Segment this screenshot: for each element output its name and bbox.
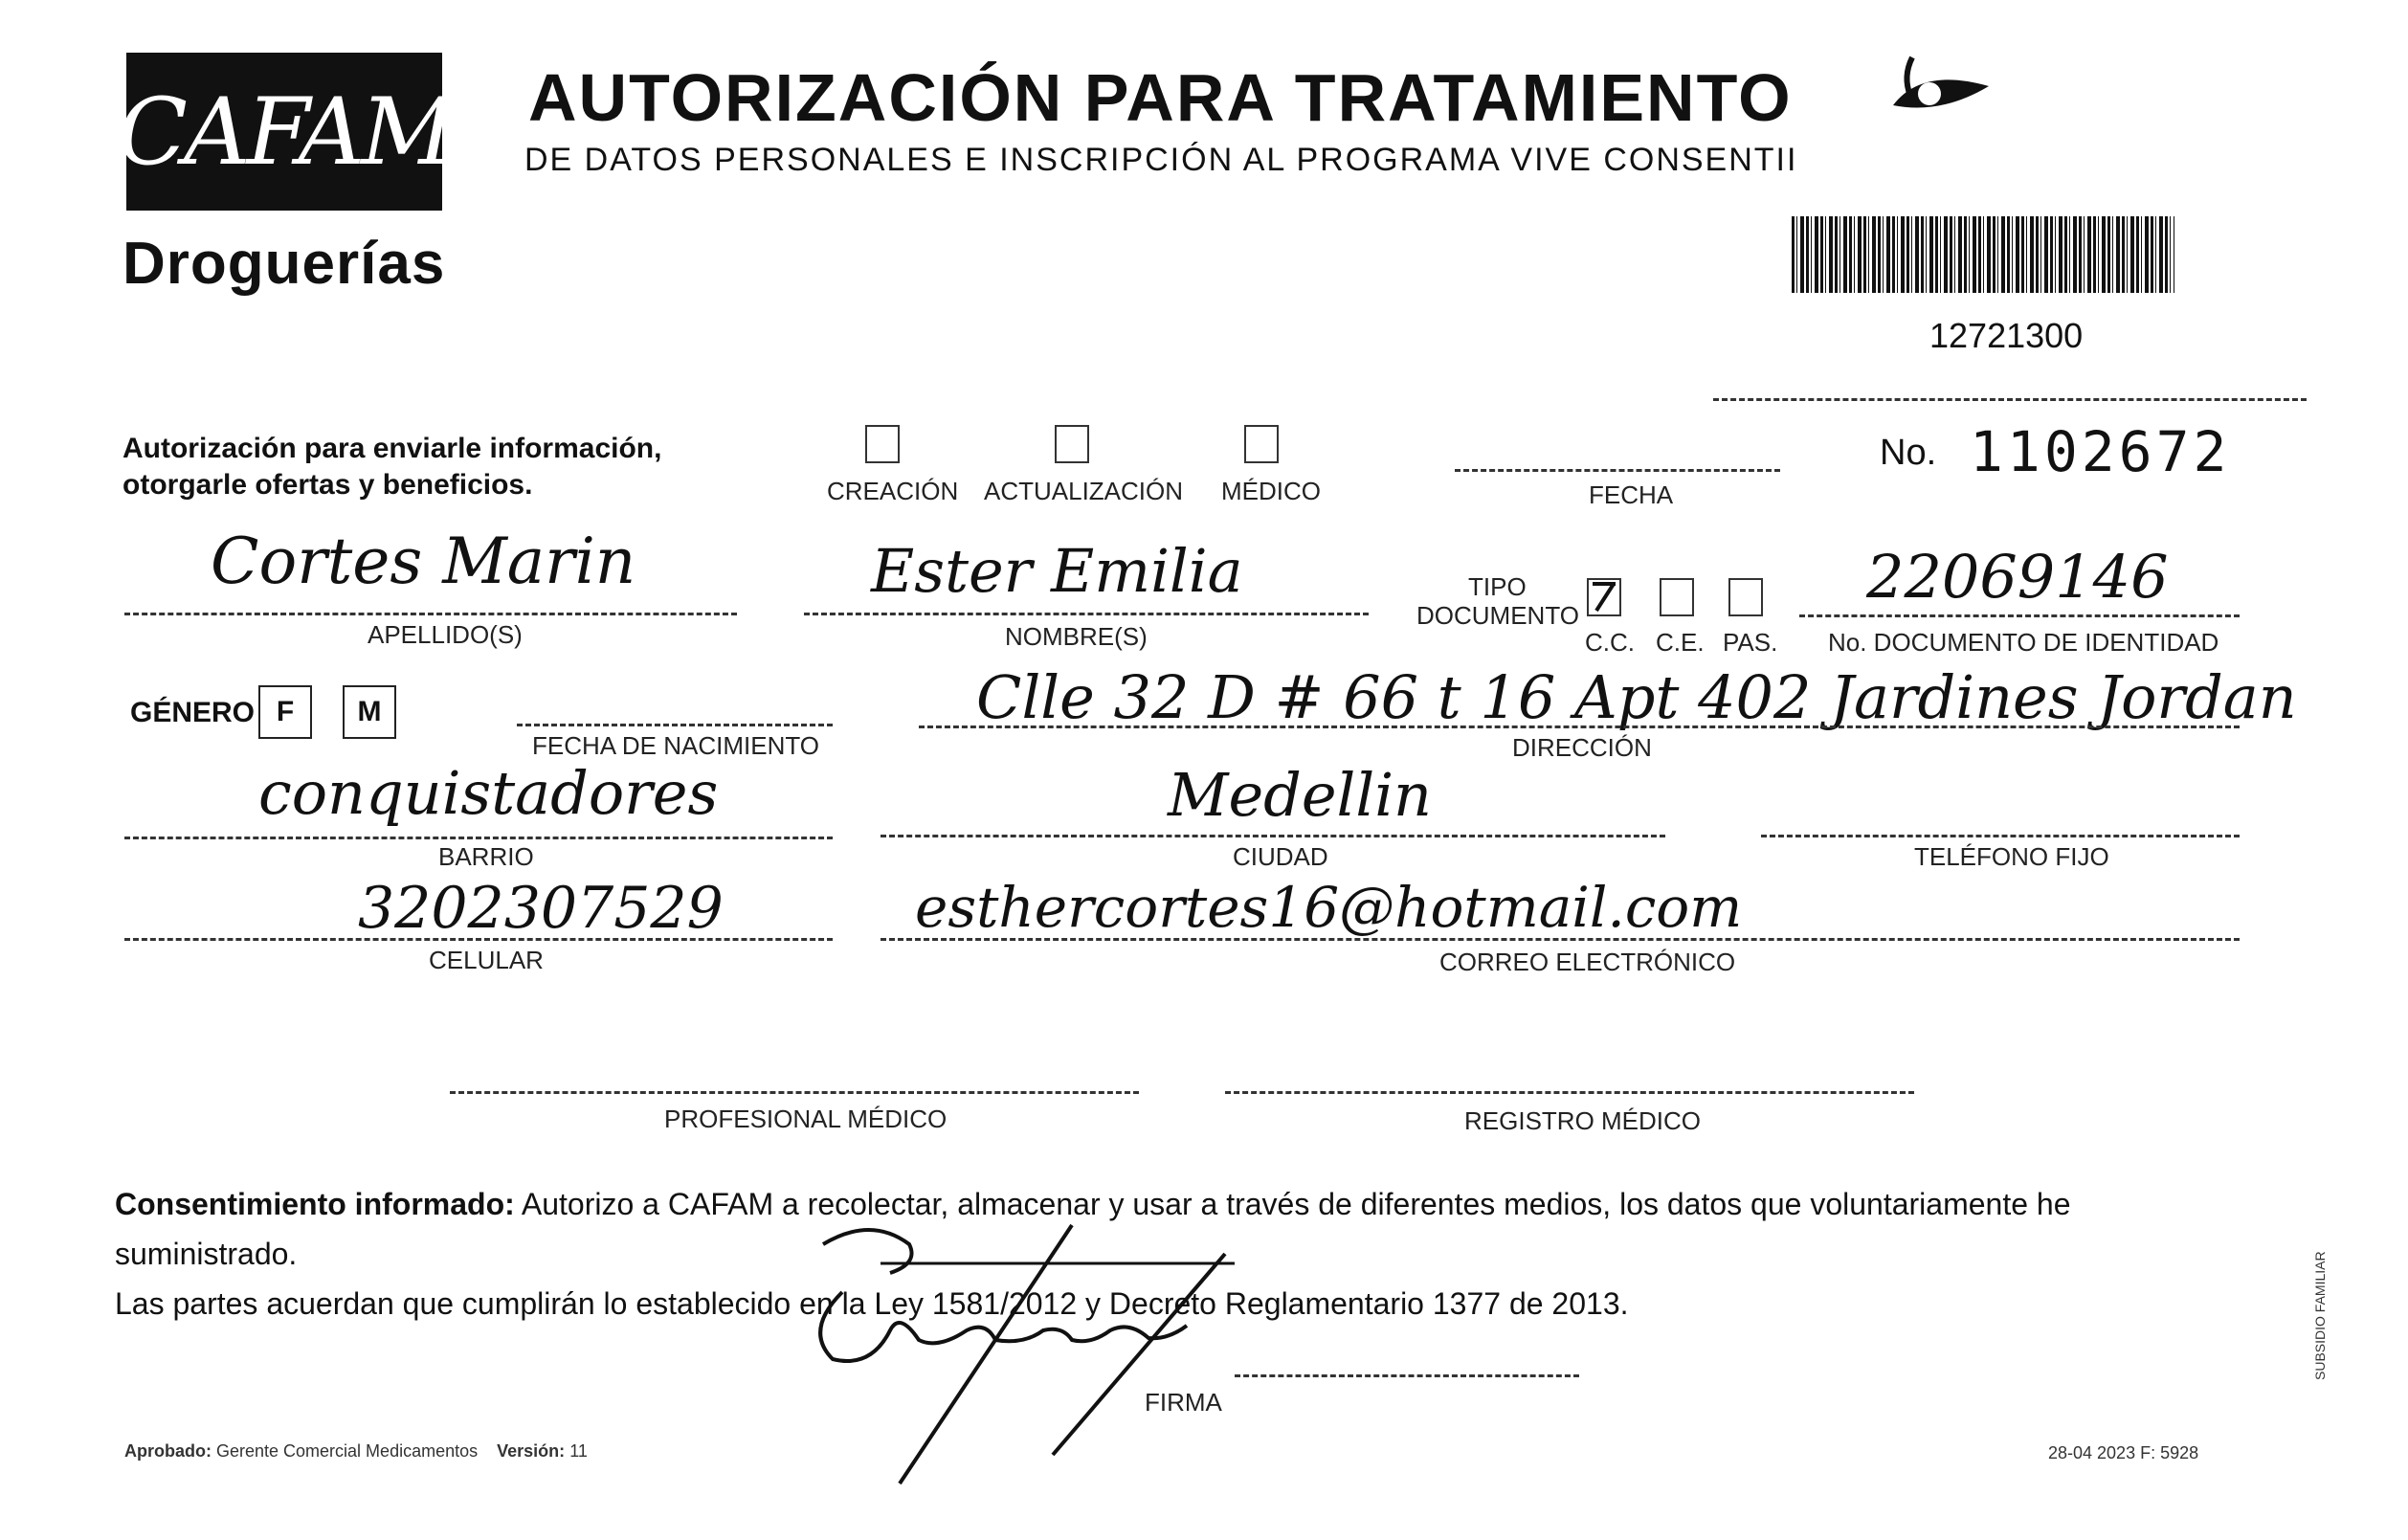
genero-f-label: F — [276, 696, 295, 727]
check-mark-icon — [1589, 580, 1619, 614]
firma-line[interactable] — [1235, 1374, 1579, 1377]
correo-line[interactable] — [881, 938, 2240, 941]
version-label: Versión: — [497, 1441, 566, 1461]
barcode-number: 12721300 — [1929, 316, 2084, 355]
aprobado-label: Aprobado: — [124, 1441, 212, 1461]
medico-label: MÉDICO — [1221, 477, 1321, 505]
documento-label: No. DOCUMENTO DE IDENTIDAD — [1828, 628, 2219, 657]
nombres-value: Ester Emilia — [871, 536, 1243, 606]
barrio-value: conquistadores — [258, 758, 719, 828]
registro-line[interactable] — [1225, 1091, 1914, 1094]
side-note — [2308, 1179, 2335, 1380]
apellidos-value: Cortes Marin — [211, 524, 636, 598]
consent-text-2: Las partes acuerdan que cumplirán lo establecido en la Ley 1581/2012 y Decreto Reglamentario 1377 de 2013. — [115, 1286, 1629, 1321]
genero-label: GÉNERO — [130, 697, 256, 728]
correo-value: esthercortes16@hotmail.com — [915, 875, 1743, 940]
consent-text-1: Autorizo a CAFAM a recolectar, almacenar y usar a través de diferentes medios, los datos que voluntariamente he suministrado. — [115, 1187, 2071, 1271]
aprobado-value: Gerente Comercial Medicamentos — [216, 1441, 479, 1461]
fecha-line[interactable] — [1455, 469, 1780, 472]
creacion-label: CREACIÓN — [827, 477, 959, 505]
celular-value: 3202307529 — [358, 875, 724, 942]
footer-date-code: 28-04 2023 F: 5928 — [2048, 1443, 2199, 1462]
ciudad-label: CIUDAD — [1233, 842, 1328, 871]
barrio-line[interactable] — [124, 837, 833, 839]
intro-line-2: otorgarle ofertas y beneficios. — [123, 469, 533, 501]
form-number-label: No. — [1880, 433, 1937, 473]
apellidos-label: APELLIDO(S) — [368, 620, 523, 649]
tipo-doc-label-1: TIPO — [1468, 572, 1527, 601]
fecha-nacimiento-line[interactable] — [517, 724, 833, 726]
documento-value: 22069146 — [1866, 542, 2169, 612]
consent-heading: Consentimiento informado: — [115, 1187, 515, 1221]
page-subtitle: DE DATOS PERSONALES E INSCRIPCIÓN AL PROGRAMA VIVE CONSENTII — [524, 142, 1798, 178]
fecha-label: FECHA — [1589, 480, 1674, 509]
correo-label: CORREO ELECTRÓNICO — [1439, 948, 1736, 976]
celular-label: CELULAR — [429, 946, 544, 974]
fecha-nacimiento-label: FECHA DE NACIMIENTO — [532, 731, 820, 760]
actualizacion-label: ACTUALIZACIÓN — [984, 477, 1184, 505]
nombres-label: NOMBRE(S) — [1005, 622, 1148, 651]
direccion-label: DIRECCIÓN — [1512, 733, 1652, 762]
intro-line-1: Autorización para enviarle información, — [123, 433, 662, 464]
celular-line[interactable] — [124, 938, 833, 941]
footer-aprobado — [124, 1441, 588, 1462]
ciudad-line[interactable] — [881, 835, 1665, 837]
pas-checkbox[interactable] — [1728, 578, 1763, 616]
barrio-label: BARRIO — [438, 842, 534, 871]
firma-label: FIRMA — [1145, 1388, 1222, 1417]
ce-label: C.E. — [1656, 628, 1705, 657]
genero-m-label: M — [357, 696, 382, 727]
subbrand: Droguerías — [123, 231, 446, 297]
documento-line[interactable] — [1799, 614, 2240, 617]
telefono-line[interactable] — [1761, 835, 2240, 837]
pas-label: PAS. — [1723, 628, 1778, 657]
form-number: 1102672 — [1970, 419, 2231, 484]
barcode — [1792, 216, 2174, 293]
number-top-line — [1713, 398, 2307, 401]
ce-checkbox[interactable] — [1660, 578, 1694, 616]
apellidos-line[interactable] — [124, 613, 737, 615]
signature-drawing — [785, 1206, 1321, 1493]
direccion-line[interactable] — [919, 725, 2240, 728]
side-note-text: SUBSIDIO FAMILIAR — [2312, 1251, 2328, 1380]
medico-checkbox[interactable] — [1244, 425, 1279, 463]
page-title: AUTORIZACIÓN PARA TRATAMIENTO — [528, 60, 1793, 135]
logo-text: CAFAM — [117, 78, 452, 186]
nombres-line[interactable] — [804, 613, 1369, 615]
eye-logo-icon — [1884, 48, 1998, 124]
version-value: 11 — [569, 1441, 588, 1461]
cafam-logo — [117, 53, 452, 211]
cc-label: C.C. — [1585, 628, 1635, 657]
creacion-checkbox[interactable] — [865, 425, 900, 463]
direccion-value: Clle 32 D # 66 t 16 Apt 402 Jardines Jordan — [976, 662, 2297, 732]
ciudad-value: Medellin — [1168, 760, 1432, 830]
cc-checkbox[interactable] — [1587, 578, 1621, 616]
profesional-line[interactable] — [450, 1091, 1139, 1094]
profesional-label: PROFESIONAL MÉDICO — [664, 1105, 948, 1133]
telefono-label: TELÉFONO FIJO — [1914, 842, 2109, 871]
tipo-doc-label-2: DOCUMENTO — [1416, 601, 1579, 630]
registro-label: REGISTRO MÉDICO — [1464, 1106, 1702, 1135]
genero-m-box[interactable] — [343, 685, 396, 739]
genero-f-box[interactable] — [258, 685, 312, 739]
actualizacion-checkbox[interactable] — [1055, 425, 1089, 463]
